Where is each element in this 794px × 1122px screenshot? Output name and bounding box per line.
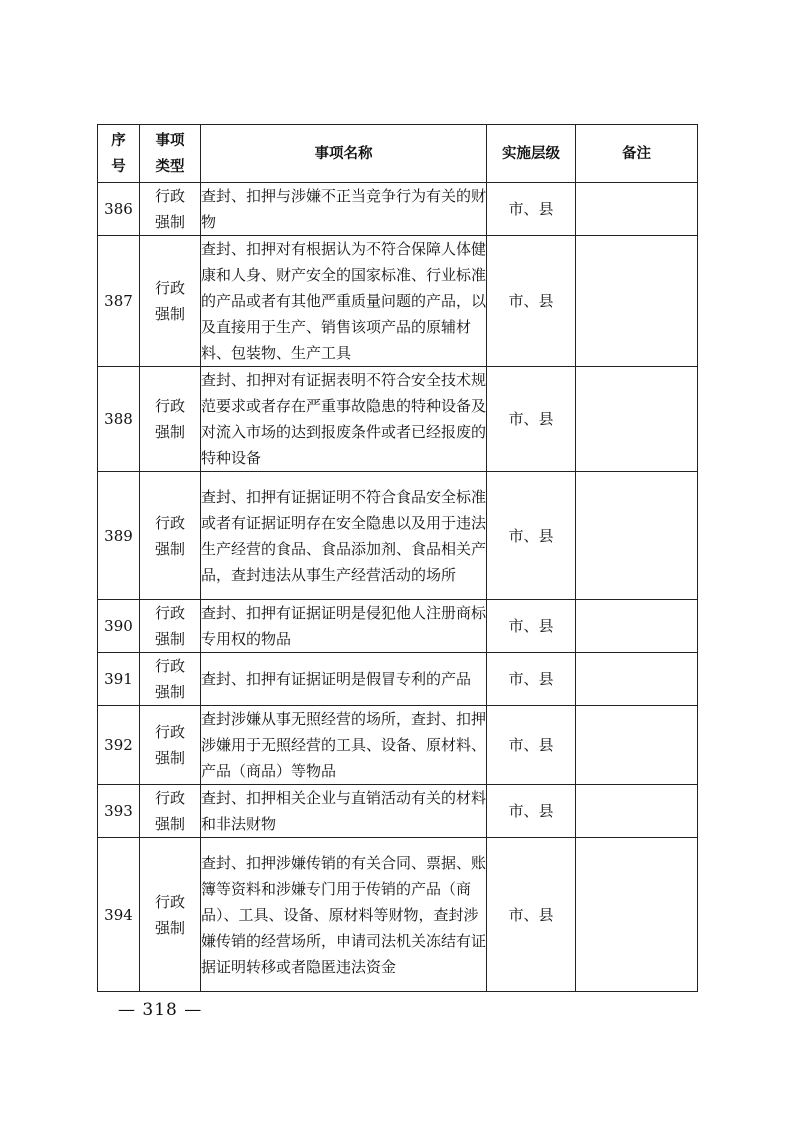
row-type-line1: 行政: [154, 657, 185, 675]
header-name: 事项名称: [201, 125, 487, 183]
row-number: 386: [98, 183, 140, 236]
row-type: [140, 838, 201, 992]
row-level: 市、县: [487, 183, 576, 236]
row-item-name: 查封、扣押相关企业与直销活动有关的材料和非法财物: [201, 785, 487, 838]
table-row: [98, 367, 698, 472]
row-level: 市、县: [487, 653, 576, 706]
row-type-line2: 强制: [154, 683, 185, 701]
row-remark: [576, 183, 698, 236]
row-item-name: 查封、扣押有证据证明是假冒专利的产品: [201, 653, 487, 706]
row-remark: [576, 367, 698, 472]
row-item-name: 查封、扣押对有根据认为不符合保障人体健康和人身、财产安全的国家标准、行业标准的产品或者有其他严重质量问题的产品，以及直接用于生产、销售该项产品的原辅材料、包装物、生产工具: [201, 236, 487, 367]
row-level: 市、县: [487, 706, 576, 785]
row-item-name: 查封、扣押有证据证明是侵犯他人注册商标专用权的物品: [201, 600, 487, 653]
row-number: 394: [98, 838, 140, 992]
header-row: [98, 125, 698, 183]
row-number: 387: [98, 236, 140, 367]
row-item-name: 查封、扣押与涉嫌不正当竞争行为有关的财物: [201, 183, 487, 236]
row-type-line1: 行政: [154, 397, 185, 415]
row-item-name: 查封、扣押涉嫌传销的有关合同、票据、账簿等资料和涉嫌专门用于传销的产品（商品）、工具、设备、原材料等财物，查封涉嫌传销的经营场所，申请司法机关冻结有证据证明转移或者隐匿违法资金: [201, 838, 487, 992]
row-type-line2: 强制: [154, 539, 185, 558]
header-type-line2: 类型: [155, 158, 185, 175]
row-type-line2: 强制: [154, 213, 185, 231]
row-remark: [576, 472, 698, 600]
row-level: 市、县: [487, 838, 576, 992]
row-type: [140, 785, 201, 838]
row-level: 市、县: [487, 367, 576, 472]
row-type-line1: 行政: [154, 723, 185, 741]
header-type: [140, 125, 201, 183]
table-row: [98, 472, 698, 600]
row-number: 390: [98, 600, 140, 653]
row-type-line2: 强制: [154, 918, 185, 937]
row-number: 388: [98, 367, 140, 472]
row-remark: [576, 785, 698, 838]
header-remark: 备注: [576, 125, 698, 183]
row-item-name: 查封、扣押对有证据表明不符合安全技术规范要求或者存在严重事故隐患的特种设备及对流入市场的达到报废条件或者已经报废的特种设备: [201, 367, 487, 472]
row-type: [140, 706, 201, 785]
header-level: 实施层级: [487, 125, 576, 183]
row-type-line1: 行政: [154, 513, 185, 532]
row-type-line2: 强制: [154, 815, 185, 833]
header-no-line1: 序: [111, 132, 126, 149]
row-item-name: 查封、扣押有证据证明不符合食品安全标准或者有证据证明存在安全隐患以及用于违法生产经营的食品、食品添加剂、食品相关产品，查封违法从事生产经营活动的场所: [201, 472, 487, 600]
row-remark: [576, 653, 698, 706]
row-level: 市、县: [487, 785, 576, 838]
row-type-line1: 行政: [154, 187, 185, 205]
page-number: — 318 —: [118, 1000, 203, 1020]
row-type-line1: 行政: [154, 789, 185, 807]
table-row: [98, 785, 698, 838]
row-type: [140, 600, 201, 653]
row-number: 389: [98, 472, 140, 600]
table-row: [98, 653, 698, 706]
header-no-line2: 号: [111, 158, 126, 175]
row-type-line1: 行政: [154, 279, 185, 297]
table-row: [98, 236, 698, 367]
row-remark: [576, 706, 698, 785]
row-type: [140, 653, 201, 706]
row-level: 市、县: [487, 600, 576, 653]
row-remark: [576, 600, 698, 653]
row-type: [140, 472, 201, 600]
row-remark: [576, 236, 698, 367]
row-number: 393: [98, 785, 140, 838]
row-type: [140, 367, 201, 472]
row-type-line2: 强制: [154, 305, 185, 323]
table-row: [98, 600, 698, 653]
row-remark: [576, 838, 698, 992]
row-type-line2: 强制: [154, 423, 185, 441]
table-row: [98, 706, 698, 785]
row-type-line2: 强制: [154, 749, 185, 767]
row-number: 392: [98, 706, 140, 785]
row-type-line1: 行政: [154, 604, 185, 622]
row-level: 市、县: [487, 236, 576, 367]
row-item-name: 查封涉嫌从事无照经营的场所，查封、扣押涉嫌用于无照经营的工具、设备、原材料、产品（商品）等物品: [201, 706, 487, 785]
row-level: 市、县: [487, 472, 576, 600]
row-type: [140, 183, 201, 236]
header-no: [98, 125, 140, 183]
header-type-line1: 事项: [155, 132, 185, 149]
row-type: [140, 236, 201, 367]
row-number: 391: [98, 653, 140, 706]
row-type-line1: 行政: [154, 892, 185, 911]
table-row: [98, 838, 698, 992]
items-table: [97, 124, 698, 992]
row-type-line2: 强制: [154, 630, 185, 648]
table-row: [98, 183, 698, 236]
